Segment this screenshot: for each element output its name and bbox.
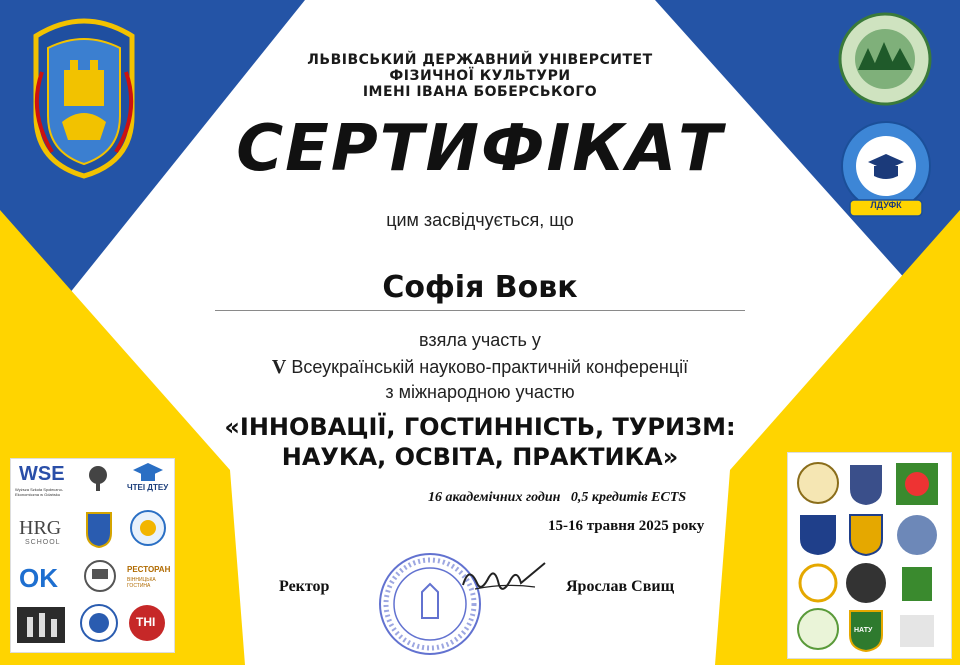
partner-logos-right	[787, 452, 952, 659]
faculty-tourism-logo-icon	[838, 12, 932, 106]
department-logo-text: ЛДУФК	[870, 200, 902, 210]
participation-line-2-text: Всеукраїнській науково-практичній конференції	[291, 357, 689, 377]
natu-logo-text: НАТУ	[854, 627, 873, 634]
conference-title	[215, 412, 745, 472]
graduation-cap-icon	[131, 461, 165, 483]
rector-label: Ректор	[279, 578, 330, 595]
wse-logo-subtitle: Wyższa Szkoła Społeczno-Ekonomiczna w Gdańsku	[15, 487, 64, 497]
certifies-text: цим засвідчується, що	[386, 210, 574, 230]
participation-line-2	[215, 356, 745, 379]
partner-logos-left	[10, 458, 175, 653]
chtei-logo: ЧТЕІ ДТЕУ	[127, 483, 169, 492]
university-line-2: ФІЗИЧНОЇ КУЛЬТУРИ	[389, 68, 571, 84]
recipient-name: Софія Вовк	[382, 270, 578, 305]
university-name	[215, 52, 745, 100]
coat-of-arms-icon	[83, 509, 115, 549]
name-underline	[215, 310, 745, 311]
wse-logo: WSE	[19, 463, 65, 485]
restoran-logo-subtitle: ВІННИЦЬКА ГОСТИНА	[127, 577, 156, 589]
tni-logo-text: ТНІ	[136, 615, 156, 629]
university-line-1: ЛЬВІВСЬКИЙ ДЕРЖАВНИЙ УНІВЕРСИТЕТ	[307, 52, 653, 68]
sun-emblem-icon	[129, 509, 167, 547]
round-seal-icon	[79, 603, 119, 643]
tree-logo-icon	[83, 465, 113, 493]
restoran-logo: РЕСТОРАН	[127, 565, 171, 574]
signer-name: Ярослав Свищ	[566, 578, 675, 595]
university-crest-icon	[28, 12, 140, 180]
university-line-3: ІМЕНІ ІВАНА БОБЕРСЬКОГО	[362, 84, 598, 100]
credits-text: 16 академічних годин 0,5 кредитів ECTS	[428, 490, 687, 505]
dates-text: 15-16 травня 2025 року	[548, 518, 705, 534]
building-logo-icon	[17, 607, 65, 643]
certificate-title: СЕРТИФІКАТ	[236, 112, 724, 186]
participation-line-3: з міжнародною участю	[385, 382, 575, 402]
conference-number: V	[271, 356, 287, 378]
hrg-logo-subtitle: SCHOOL	[25, 539, 61, 546]
participation-line-1: взяла участь у	[419, 330, 541, 350]
hrg-logo: HRG	[19, 517, 62, 539]
partner-emblems-icon	[792, 457, 947, 653]
ok-logo: OK	[19, 563, 58, 593]
signature-icon	[455, 555, 550, 605]
computer-emblem-icon	[83, 559, 117, 593]
conference-title-line-2: НАУКА, ОСВІТА, ПРАКТИКА»	[281, 443, 679, 471]
conference-title-line-1: «ІННОВАЦІЇ, ГОСТИННІСТЬ, ТУРИЗМ:	[224, 413, 736, 441]
